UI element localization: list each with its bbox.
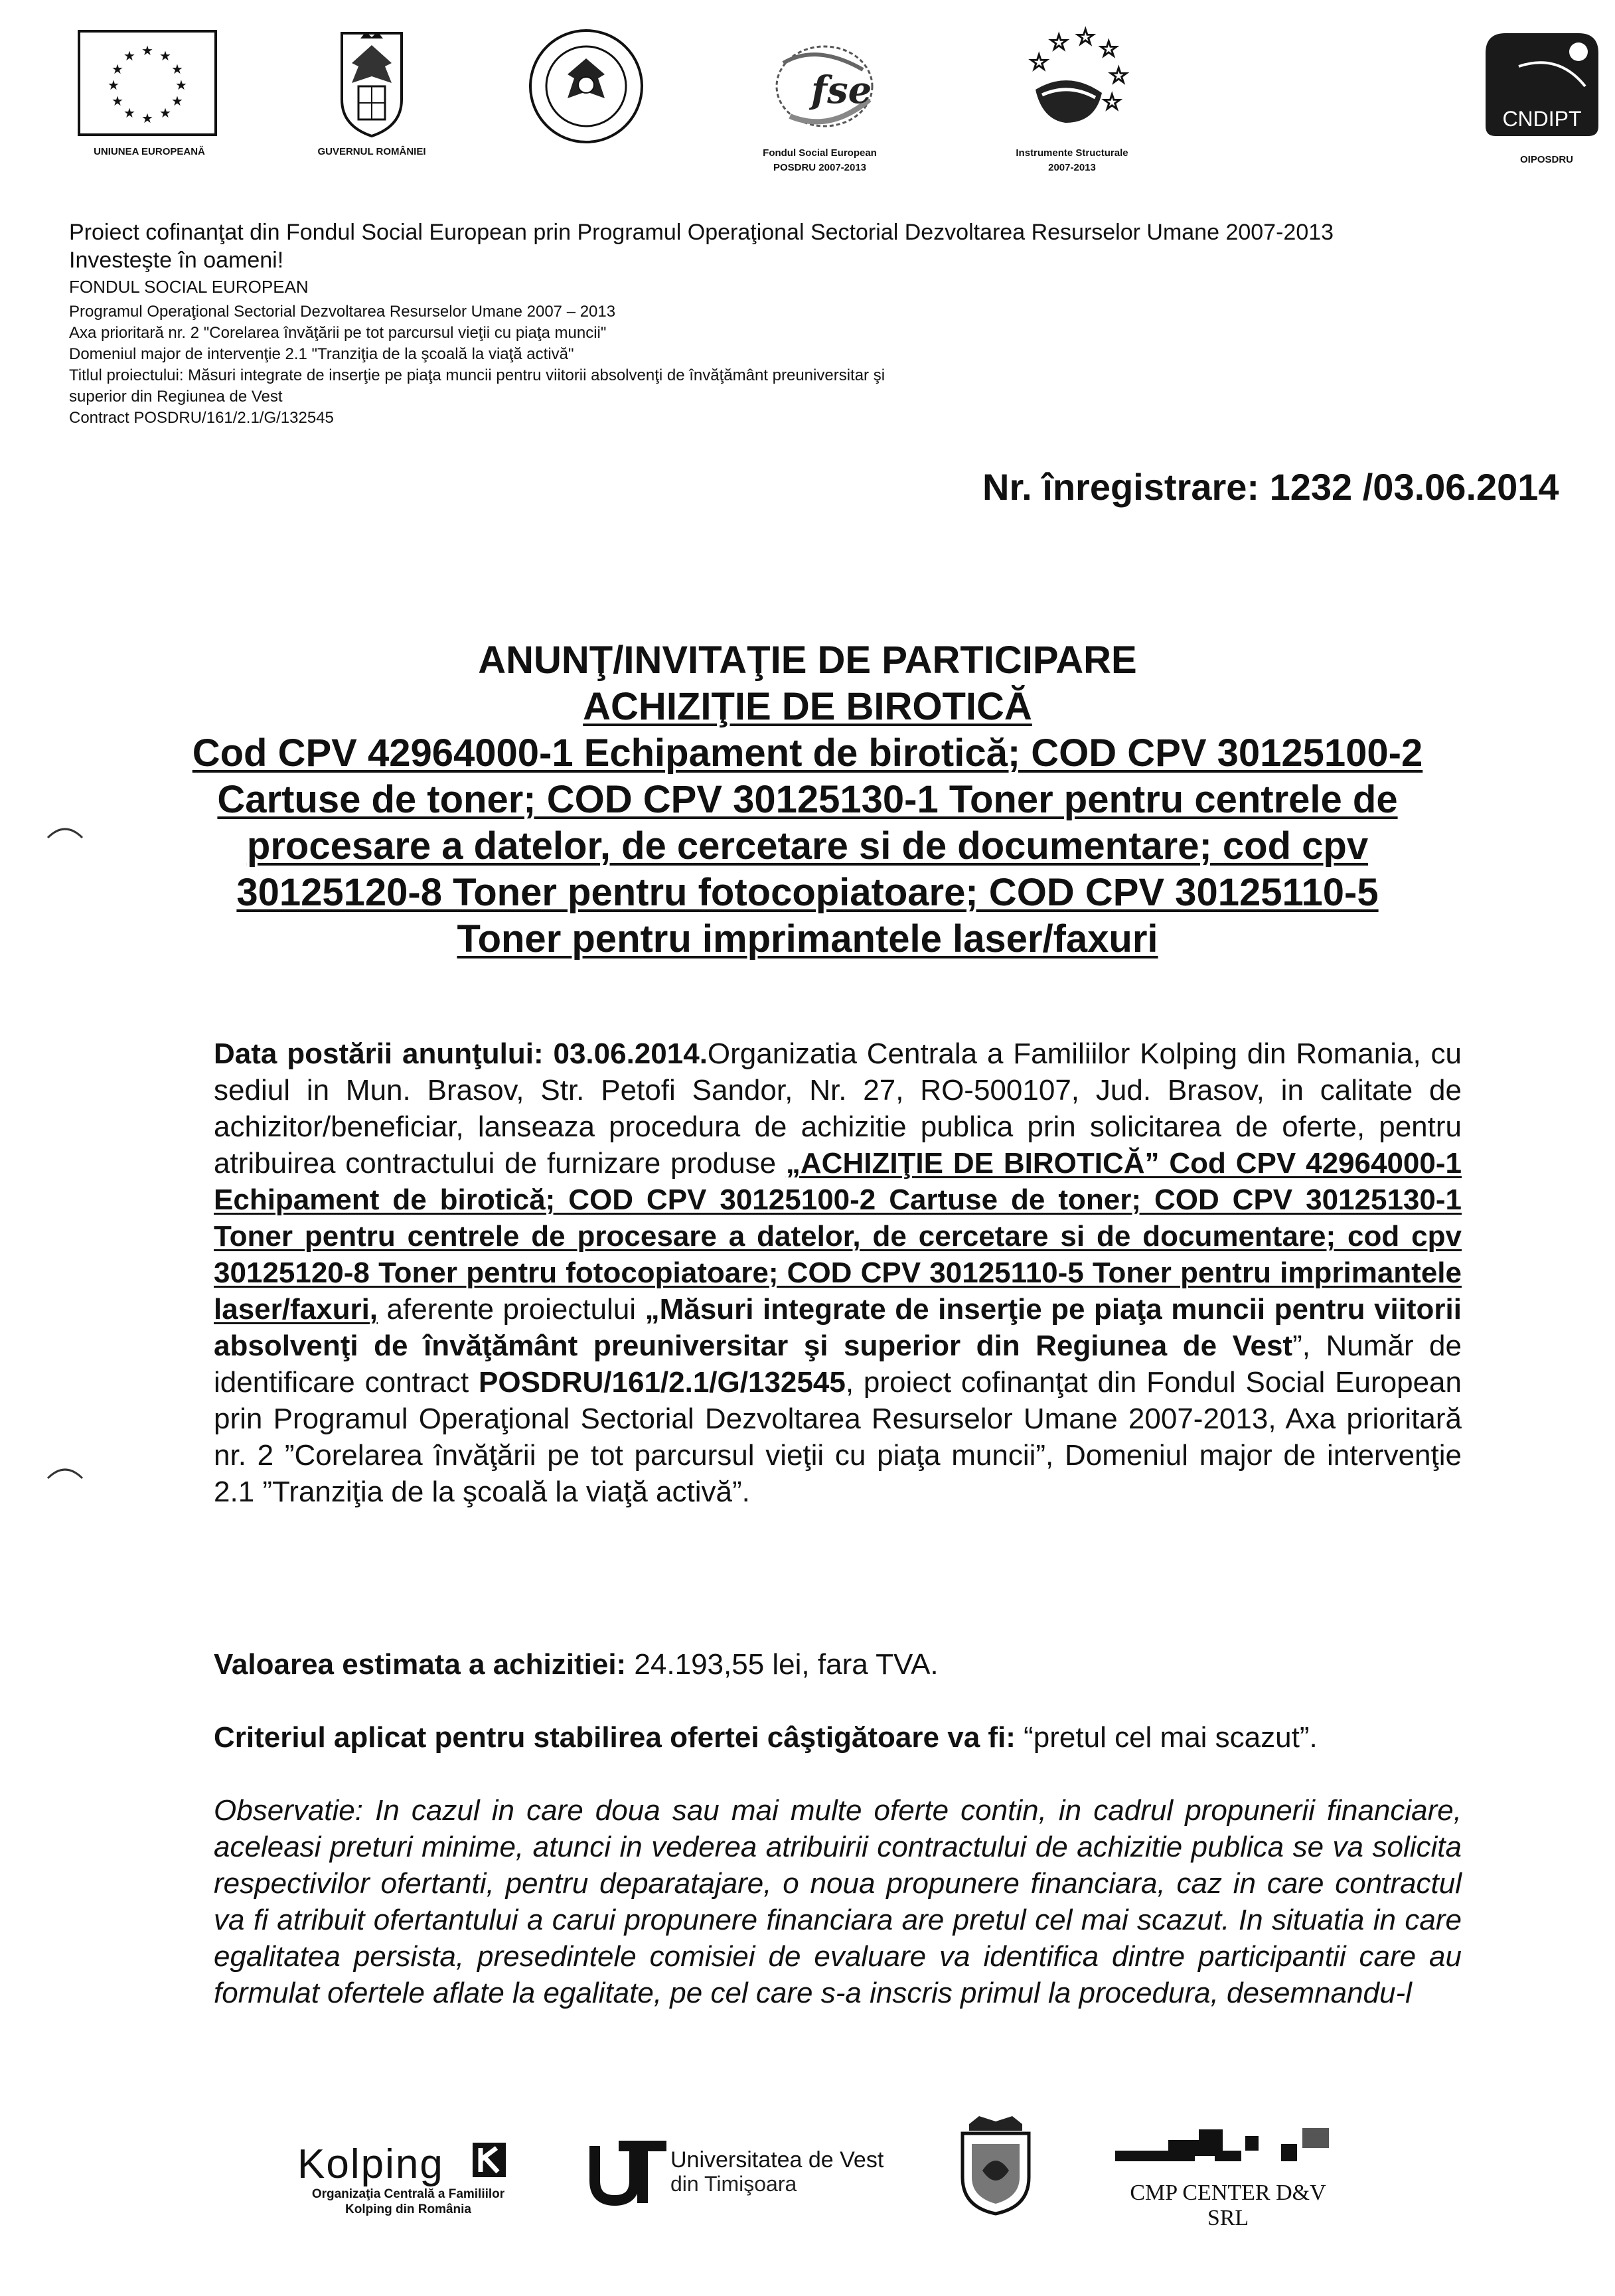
registration-number: Nr. înregistrare: 1232 /03.06.2014 xyxy=(982,466,1559,508)
svg-text:★: ★ xyxy=(159,48,171,64)
eu-flag-logo xyxy=(78,30,217,136)
criterion-label: Criteriul aplicat pentru stabilirea ofertei câştigătoare va fi: xyxy=(214,1721,1016,1754)
heading-line-4: Cartuse de toner; COD CPV 30125130-1 Toner pentru centrele de xyxy=(217,778,1398,821)
paragraph-estimated-value xyxy=(214,1646,1462,1683)
heading-line-2: ACHIZIŢIE DE BIROTICĂ xyxy=(583,685,1032,728)
uvt-name-line-1: Universitatea de Vest xyxy=(670,2147,884,2173)
intro-line-1: Proiect cofinanţat din Fondul Social European prin Programul Operaţional Sectorial Dezvoltarea Resurselor Umane 2007-2013 xyxy=(69,220,1334,245)
estimated-value: 24.193,55 lei, fara TVA. xyxy=(626,1648,939,1681)
margin-mark-1 xyxy=(45,823,85,843)
cndipt-caption: OIPOSDRU xyxy=(1519,154,1573,165)
paragraph-criterion xyxy=(214,1719,1462,1756)
svg-text:★: ★ xyxy=(159,105,171,121)
fse-logo xyxy=(763,23,883,143)
fund-name: FONDUL SOCIAL EUROPEAN xyxy=(69,277,309,297)
criterion-value: “pretul cel mai scazut”. xyxy=(1015,1721,1318,1754)
heading-line-6: 30125120-8 Toner pentru fotocopiatoare; COD CPV 30125110-5 xyxy=(236,871,1379,914)
svg-text:★: ★ xyxy=(112,61,123,77)
uvt-logo-icon xyxy=(589,2134,669,2207)
svg-text:☆: ☆ xyxy=(1102,89,1122,115)
government-caption: GUVERNUL ROMÂNIEI xyxy=(317,146,426,157)
kolping-wordmark: Kolping xyxy=(297,2141,444,2187)
heading-line-5: procesare a datelor, de cercetare si de documentare; cod cpv xyxy=(246,824,1369,868)
posting-text-d: , proiect cofinanţat din Fondul Social European prin Programul Operaţional Sectorial Dezvoltarea Resurselor Umane 2007-2013, Axa prioritară nr. 2 ”Corelarea învăţării pe tot parcursul vieţii cu piaţa muncii”, Domeniul major de intervenţie 2.1 ”Tranziţia de la şcoală la viaţă activă”. xyxy=(214,1366,1462,1508)
cndipt-badge-text: CNDIPT xyxy=(1502,107,1582,131)
cmp-name: CMP CENTER D&V SRL xyxy=(1130,2181,1326,2230)
heading-line-3: Cod CPV 42964000-1 Echipament de birotică; COD CPV 30125100-2 xyxy=(192,731,1423,775)
fse-caption-2: POSDRU 2007-2013 xyxy=(773,162,867,173)
heading-line-7: Toner pentru imprimantele laser/faxuri xyxy=(457,917,1158,960)
structural-caption-2: 2007-2013 xyxy=(1048,162,1096,173)
svg-text:☆: ☆ xyxy=(1049,29,1069,56)
svg-text:☆: ☆ xyxy=(1109,62,1129,89)
ministry-seal-logo xyxy=(526,27,646,146)
kolping-k-icon xyxy=(473,2143,506,2177)
posting-text-a: Organizatia Centrala a Familiilor Kolping din Romania, cu sediul in Mun. Brasov, Str. Petofi Sandor, Nr. 27, RO-500107, Jud. Brasov, in calitate de achizitor/beneficiar, lanseaza procedura de achizitie publica prin solicitarea de oferte, pentru atribuirea contractului de furnizare produse xyxy=(214,1037,1462,1180)
eu-caption: UNIUNEA EUROPEANĂ xyxy=(94,146,205,157)
cmp-logo-graphic xyxy=(1115,2124,1334,2171)
cndipt-logo xyxy=(1479,27,1605,139)
svg-text:★: ★ xyxy=(175,77,187,93)
romania-coat-of-arms-logo xyxy=(329,27,415,139)
svg-text:☆: ☆ xyxy=(1075,24,1096,50)
structural-caption-1: Instrumente Structurale xyxy=(1016,147,1128,159)
intervention-domain: Domeniul major de intervenţie 2.1 "Tranziţia de la şcoală la viaţă activă" xyxy=(69,345,574,363)
priority-axis: Axa prioritară nr. 2 "Corelarea învăţării pe tot parcursul vieţii cu piaţa muncii" xyxy=(69,324,607,342)
posting-date-label: Data postării anunţului: 03.06.2014. xyxy=(214,1037,708,1070)
svg-text:☆: ☆ xyxy=(1029,49,1049,76)
svg-text:★: ★ xyxy=(123,105,135,121)
county-crest-logo xyxy=(956,2111,1036,2217)
estimated-value-label: Valoarea estimata a achizitiei: xyxy=(214,1648,627,1681)
uvt-name-line-2: din Timişoara xyxy=(670,2172,797,2196)
procurement-object: „ACHIZIŢIE DE BIROTICĂ” Cod CPV 42964000-1 Echipament de birotică; COD CPV 30125100-2 Cartuse de toner; COD CPV 30125130-1 Toner pentru centrele de procesare a datelor, de cercetare si de documentare; cod cpv 30125120-8 Toner pentru fotocopiatoare; COD CPV 30125110-5 Toner pentru imprimantele laser/faxuri, xyxy=(214,1147,1462,1326)
fse-mark-text: fse xyxy=(811,68,872,112)
paragraph-observation: Observatie: In cazul in care doua sau mai multe oferte contin, in cadrul propunerii financiare, aceleasi preturi minime, atunci in vederea atribuirii contractului de achizitie publica se va solicita respectivilor ofertanti, pentru deparatajare, o noua propunere financiara, caz in care contractul va fi atribuit ofertantului a carui propunere financiara are pretul cel mai scazut. In situatia in care egalitatea persista, presedintele comisiei de evaluare va identifica dintre participantii care au formulat ofertele aflate la egalitate, pe cel care s-a inscris primul la procedura, desemnandu-l xyxy=(214,1794,1462,2009)
heading-line-1: ANUNŢ/INVITAŢIE DE PARTICIPARE xyxy=(478,639,1137,682)
svg-text:★: ★ xyxy=(123,48,135,64)
svg-text:★: ★ xyxy=(171,61,183,77)
svg-text:★: ★ xyxy=(112,93,123,109)
program-name: Programul Operaţional Sectorial Dezvoltarea Resurselor Umane 2007 – 2013 xyxy=(69,303,616,321)
paragraph-posting xyxy=(214,1035,1462,1510)
svg-text:☆: ☆ xyxy=(1099,36,1119,62)
posting-text-c: ”, Număr de identificare contract xyxy=(214,1330,1462,1399)
kolping-subtitle-1: Organizaţia Centrală a Familiilor xyxy=(311,2187,505,2201)
contract-number: Contract POSDRU/161/2.1/G/132545 xyxy=(69,409,334,427)
svg-text:★: ★ xyxy=(141,42,153,58)
contract-id: POSDRU/161/2.1/G/132545 xyxy=(479,1366,846,1399)
fse-caption-1: Fondul Social European xyxy=(763,147,877,159)
svg-text:★: ★ xyxy=(108,77,119,93)
svg-text:★: ★ xyxy=(141,110,153,126)
svg-text:★: ★ xyxy=(171,93,183,109)
kolping-subtitle-2: Kolping din România xyxy=(345,2202,471,2216)
project-title-2: superior din Regiunea de Vest xyxy=(69,388,283,406)
margin-mark-2 xyxy=(45,1464,85,1484)
structural-instruments-logo xyxy=(1002,23,1135,143)
intro-line-2: Investeşte în oameni! xyxy=(69,248,284,273)
project-title-1: Titlul proiectului: Măsuri integrate de inserţie pe piaţa muncii pentru viitorii absolvenţi de învăţământ preuniversitar şi xyxy=(69,366,885,384)
posting-text-b: aferente proiectului xyxy=(378,1293,645,1326)
project-name: „Măsuri integrate de inserţie pe piaţa muncii pentru viitorii absolvenţi de învăţământ preuniversitar şi superior din Regiunea de Vest xyxy=(214,1293,1462,1362)
